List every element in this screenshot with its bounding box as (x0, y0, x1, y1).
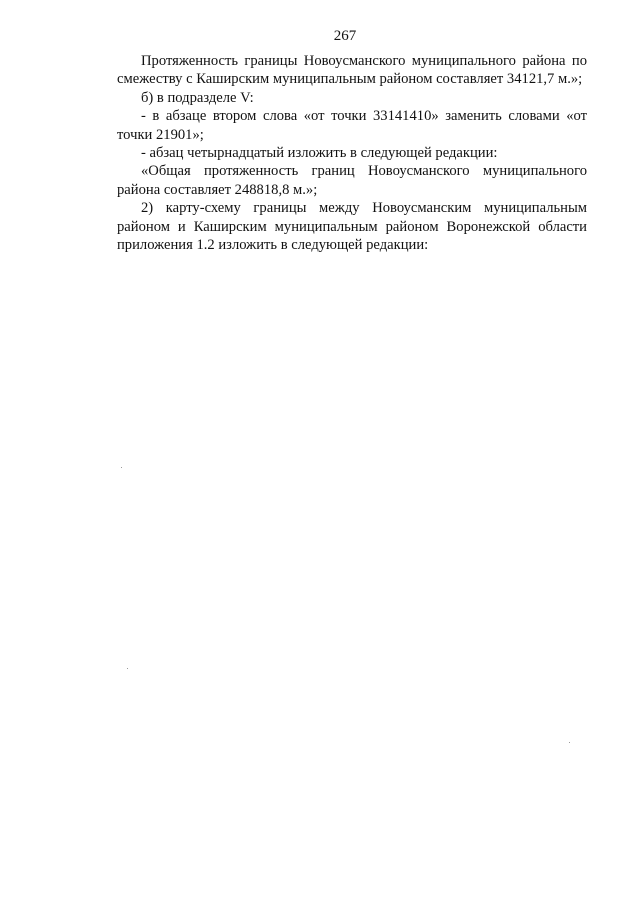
document-body (117, 52, 587, 254)
scan-speck (569, 742, 570, 743)
scan-speck (127, 668, 128, 669)
paragraph-map-scheme: 2) карту-схему границы между Новоусманским муниципальным районом и Каширским муниципальным районом Воронежской области приложения 1.2 изложить в следующей редакции: (117, 200, 587, 254)
paragraph-subsection-v: б) в подразделе V: (141, 89, 254, 106)
page-number: 267 (333, 28, 357, 44)
paragraph-replace-point: - в абзаце втором слова «от точки 33141410» заменить словами «от точки 21901»; (117, 108, 587, 143)
scan-speck (121, 467, 122, 468)
paragraph-total-length: «Общая протяженность границ Новоусманского муниципального района составляет 248818,8 м.»; (117, 163, 587, 198)
paragraph-border-length: Протяженность границы Новоусманского муниципального района по смежеству с Каширским муниципальным районом составляет 34121,7 м.»; (117, 53, 587, 88)
paragraph-fourteenth-abzac: - абзац четырнадцатый изложить в следующей редакции: (141, 145, 498, 162)
